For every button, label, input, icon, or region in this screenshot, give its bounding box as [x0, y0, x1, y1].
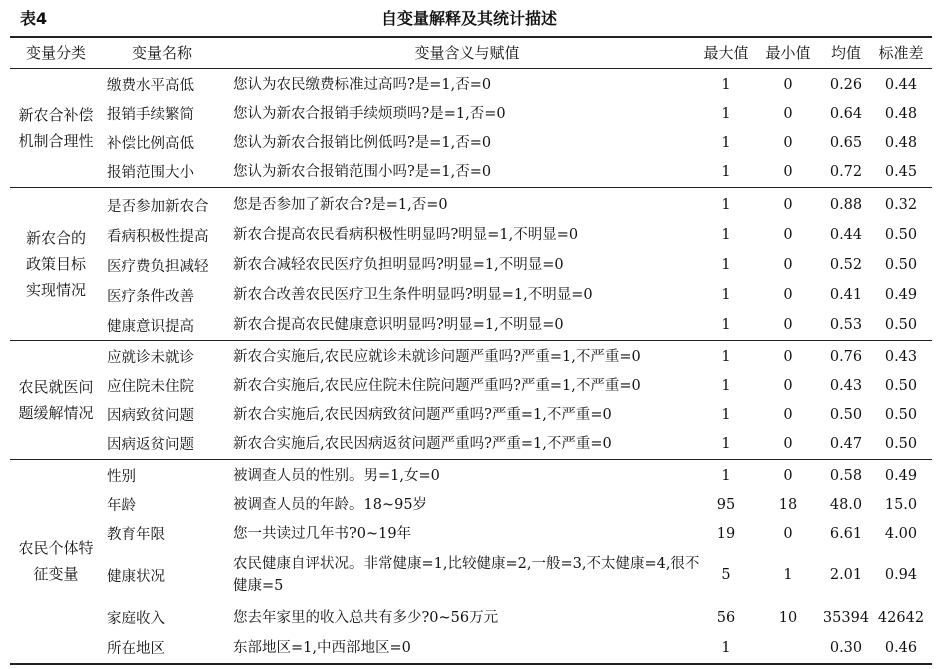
- bottom-rule: [10, 663, 932, 665]
- sd-value: 0.43: [884, 348, 918, 365]
- mean-value: 0.76: [829, 348, 863, 365]
- table-row: [0, 461, 938, 490]
- sd-value: 0.49: [884, 467, 918, 484]
- max-value: 1: [721, 76, 731, 93]
- max-value: 1: [721, 348, 731, 365]
- variable-name: 应住院未住院: [107, 379, 194, 395]
- mean-value: 48.0: [829, 496, 863, 513]
- min-value: [760, 633, 816, 662]
- variable-desc: 农民健康自评状况。非常健康=1,比较健康=2,一般=3,不太健康=4,很不健康=5: [233, 556, 700, 594]
- max-value: 95: [716, 496, 736, 513]
- max-value: 19: [716, 525, 736, 542]
- top-rule: [10, 36, 932, 38]
- mean-value: 35394: [822, 609, 870, 626]
- variable-desc: 新农合改善农民医疗卫生条件明显吗?明显=1,不明显=0: [233, 287, 593, 303]
- table-row: [0, 519, 938, 548]
- variable-name: 是否参加新农合: [107, 198, 209, 215]
- max-value: 1: [721, 257, 731, 273]
- variable-name: 应就诊未就诊: [107, 350, 194, 366]
- sd-value: 0.32: [884, 197, 918, 213]
- table-caption: [0, 0, 938, 34]
- group-rule: [10, 187, 932, 188]
- category-line: 机制合理性: [18, 132, 94, 150]
- sd-value: 0.48: [884, 134, 918, 151]
- header-max: 最大值: [703, 44, 749, 62]
- table-row: [0, 99, 938, 128]
- table-row: [0, 220, 938, 250]
- category-line: 农民个体特: [18, 539, 94, 557]
- header-sd: 标准差: [878, 44, 924, 62]
- header-desc: 变量含义与赋值: [414, 44, 520, 62]
- min-value: 10: [778, 609, 798, 626]
- category-line: 实现情况: [25, 281, 86, 299]
- mean-value: 0.41: [829, 287, 863, 303]
- min-value: 1: [783, 567, 793, 583]
- variable-name: 补偿比例高低: [107, 136, 194, 152]
- variable-desc: 新农合实施后,农民应住院未住院问题严重吗?严重=1,不严重=0: [233, 377, 641, 394]
- min-value: 0: [783, 317, 793, 333]
- variable-desc: 您一共读过几年书?0~19年: [233, 525, 412, 542]
- mean-value: 0.58: [829, 467, 863, 484]
- min-value: 0: [783, 377, 793, 394]
- max-value: 1: [721, 377, 731, 394]
- variable-desc: 新农合实施后,农民因病返贫问题严重吗?严重=1,不严重=0: [233, 435, 612, 452]
- sd-value: 0.48: [884, 105, 918, 122]
- table-row: [0, 371, 938, 400]
- sd-value: 15.0: [884, 496, 918, 513]
- variable-name: 医疗条件改善: [107, 288, 194, 305]
- min-value: 0: [783, 163, 793, 180]
- variable-desc: 新农合提高农民健康意识明显吗?明显=1,不明显=0: [233, 317, 564, 333]
- sd-value: 4.00: [884, 525, 918, 542]
- max-value: 1: [721, 317, 731, 333]
- table-row: [0, 400, 938, 429]
- sd-value: 0.46: [884, 639, 918, 656]
- table-row: [0, 250, 938, 280]
- category-line: 新农合的: [25, 229, 86, 247]
- header-rule: [10, 68, 932, 69]
- mean-value: 0.72: [829, 163, 863, 180]
- header-category: 变量分类: [25, 44, 86, 62]
- variable-desc: 新农合实施后,农民因病致贫问题严重吗?严重=1,不严重=0: [233, 406, 612, 423]
- min-value: 0: [783, 227, 793, 243]
- min-value: 0: [783, 257, 793, 273]
- table-row: [0, 157, 938, 186]
- table-row: [0, 310, 938, 340]
- min-value: 0: [783, 406, 793, 423]
- table-row: [0, 190, 938, 220]
- variable-desc: 您去年家里的收入总共有多少?0~56万元: [233, 609, 499, 626]
- variable-desc: 您认为新农合报销手续烦琐吗?是=1,否=0: [233, 105, 506, 122]
- variable-name: 健康状况: [107, 568, 165, 585]
- min-value: 0: [783, 134, 793, 151]
- variable-name: 性别: [107, 469, 136, 485]
- header-min: 最小值: [765, 44, 811, 62]
- group-rule: [10, 459, 932, 460]
- mean-value: 0.47: [829, 435, 863, 452]
- variable-name: 报销手续繁简: [107, 107, 194, 123]
- min-value: 18: [778, 496, 798, 513]
- variable-name: 报销范围大小: [107, 165, 194, 181]
- variable-desc: 被调查人员的年龄。18~95岁: [233, 496, 428, 513]
- variable-desc: 您认为农民缴费标准过高吗?是=1,否=0: [233, 76, 492, 93]
- variable-desc: 您认为新农合报销范围小吗?是=1,否=0: [233, 163, 492, 180]
- min-value: 0: [783, 467, 793, 484]
- max-value: 1: [721, 639, 731, 656]
- min-value: 0: [783, 287, 793, 303]
- sd-value: 0.50: [884, 406, 918, 423]
- sd-value: 0.50: [884, 227, 918, 243]
- category-line: 题缓解情况: [18, 404, 94, 422]
- variable-name: 健康意识提高: [107, 318, 194, 335]
- max-value: 1: [721, 163, 731, 180]
- sd-value: 0.44: [884, 76, 918, 93]
- variable-desc: 新农合提高农民看病积极性明显吗?明显=1,不明显=0: [233, 227, 579, 243]
- sd-value: 0.50: [884, 435, 918, 452]
- max-value: 5: [721, 567, 731, 583]
- max-value: 56: [716, 609, 736, 626]
- table-row: [0, 70, 938, 99]
- table-row: [0, 490, 938, 519]
- max-value: 1: [721, 287, 731, 303]
- category-line: 政策目标: [25, 255, 86, 273]
- variable-desc: 东部地区=1,中西部地区=0: [233, 639, 411, 656]
- max-value: 1: [721, 197, 731, 213]
- variable-name: 因病致贫问题: [107, 408, 194, 424]
- table-label: 表4: [20, 9, 48, 28]
- table-row: [0, 549, 938, 601]
- table-row: [0, 128, 938, 157]
- min-value: 0: [783, 197, 793, 213]
- table-row: [0, 429, 938, 458]
- sd-value: 0.50: [884, 317, 918, 333]
- min-value: 0: [783, 348, 793, 365]
- max-value: 1: [721, 435, 731, 452]
- table-row: [0, 603, 938, 632]
- table-title: 自变量解释及其统计描述: [380, 9, 557, 28]
- table-row: [0, 633, 938, 662]
- min-value: 0: [783, 435, 793, 452]
- category-line: 新农合补偿: [18, 106, 94, 124]
- min-value: 0: [783, 105, 793, 122]
- category-line: 征变量: [33, 565, 79, 583]
- sd-value: 0.45: [884, 163, 918, 180]
- variable-desc: 新农合减轻农民医疗负担明显吗?明显=1,不明显=0: [233, 257, 564, 273]
- min-value: 0: [783, 76, 793, 93]
- min-value: 0: [783, 525, 793, 542]
- mean-value: 0.64: [829, 105, 863, 122]
- variable-desc: 新农合实施后,农民应就诊未就诊问题严重吗?严重=1,不严重=0: [233, 348, 641, 365]
- table-row: [0, 342, 938, 371]
- sd-value: 0.49: [884, 287, 918, 303]
- mean-value: 0.50: [829, 406, 863, 423]
- variable-name: 医疗费负担减轻: [107, 258, 209, 275]
- max-value: 1: [721, 134, 731, 151]
- variable-name: 缴费水平高低: [107, 78, 194, 94]
- mean-value: 0.65: [829, 134, 863, 151]
- max-value: 1: [721, 467, 731, 484]
- variable-name: 所在地区: [107, 641, 165, 657]
- variable-desc: 被调查人员的性别。男=1,女=0: [233, 467, 440, 484]
- sd-value: 42642: [877, 609, 925, 626]
- sd-value: 0.50: [884, 257, 918, 273]
- header-name: 变量名称: [131, 44, 192, 62]
- max-value: 1: [721, 406, 731, 423]
- max-value: 1: [721, 227, 731, 243]
- category-line: 农民就医问: [18, 378, 94, 396]
- mean-value: 6.61: [829, 525, 863, 542]
- sd-value: 0.50: [884, 377, 918, 394]
- mean-value: 0.26: [829, 76, 863, 93]
- table-row: [0, 280, 938, 310]
- variable-name: 家庭收入: [107, 611, 165, 627]
- sd-value: 0.94: [884, 567, 918, 583]
- mean-value: 0.44: [829, 227, 863, 243]
- variable-name: 年龄: [107, 498, 136, 514]
- header-mean: 均值: [830, 44, 861, 62]
- variable-desc: 您是否参加了新农合?是=1,否=0: [233, 197, 448, 213]
- mean-value: 0.43: [829, 377, 863, 394]
- group-rule: [10, 340, 932, 341]
- mean-value: 0.30: [829, 639, 863, 656]
- variable-name: 看病积极性提高: [107, 228, 209, 245]
- variable-name: 因病返贫问题: [107, 437, 194, 453]
- variable-name: 教育年限: [107, 527, 165, 543]
- variable-desc: 您认为新农合报销比例低吗?是=1,否=0: [233, 134, 492, 151]
- mean-value: 2.01: [829, 567, 863, 583]
- mean-value: 0.52: [829, 257, 863, 273]
- mean-value: 0.88: [829, 197, 863, 213]
- max-value: 1: [721, 105, 731, 122]
- mean-value: 0.53: [829, 317, 863, 333]
